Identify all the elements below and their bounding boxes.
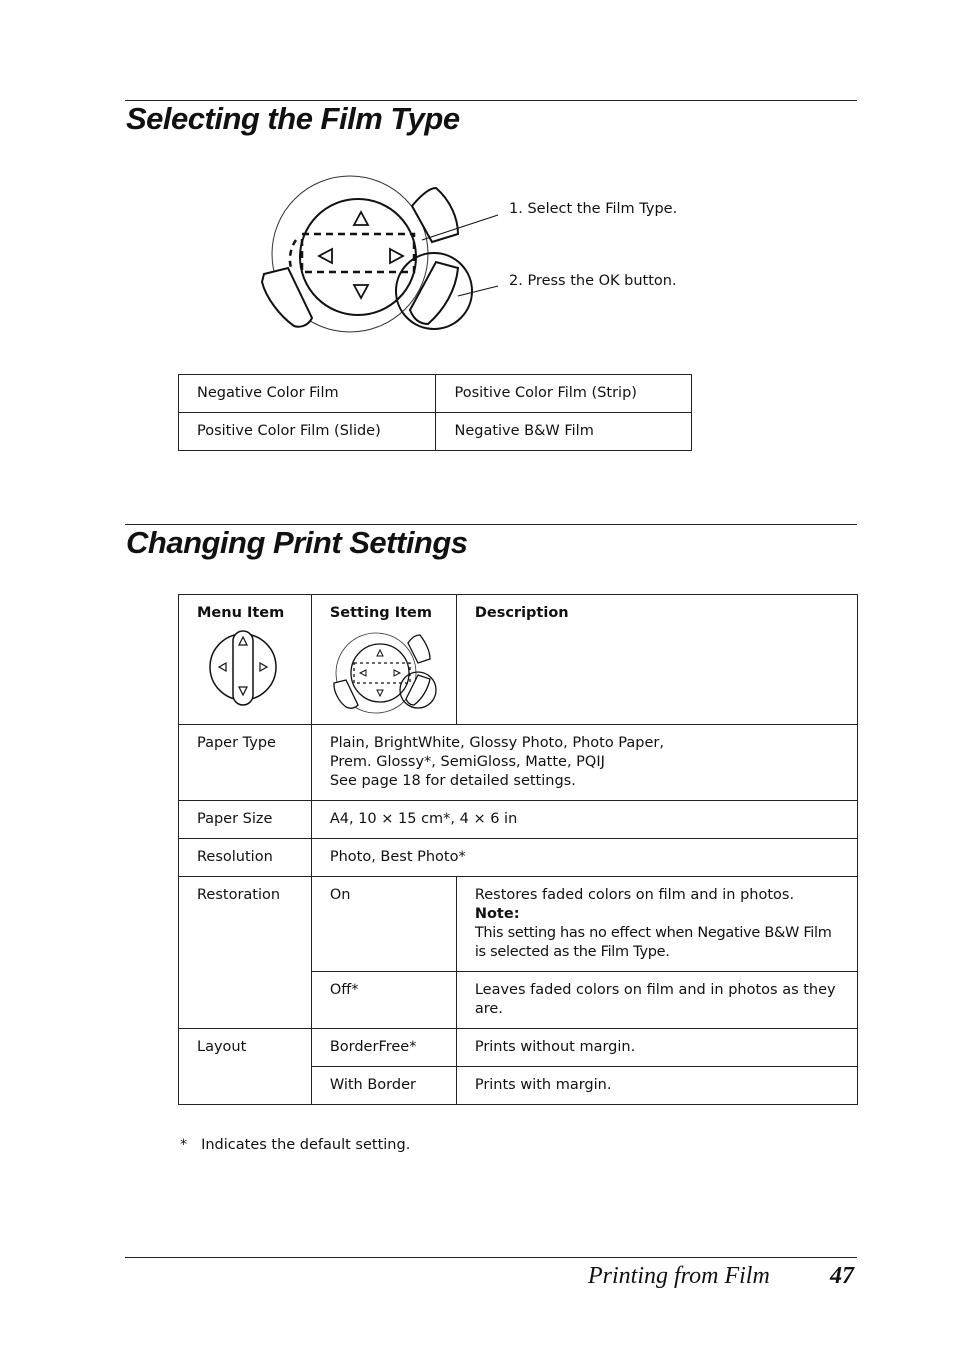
table-row <box>179 839 858 877</box>
setting-borderfree: BorderFree* <box>311 1029 456 1067</box>
control-panel-diagram <box>250 170 730 350</box>
note-label: Note: <box>474 906 520 922</box>
print-settings-table <box>178 594 858 1105</box>
menu-layout: Layout <box>179 1029 312 1105</box>
with-border-description: Prints with margin. <box>456 1067 857 1105</box>
table-row <box>179 375 692 413</box>
table-row <box>179 801 858 839</box>
setting-dial-icon <box>326 623 438 715</box>
footer-rule <box>125 1257 857 1258</box>
menu-restoration: Restoration <box>179 877 312 1029</box>
table-cell: Positive Color Film (Strip) <box>436 375 692 413</box>
menu-dial-icon <box>209 625 281 709</box>
callout-line-2 <box>458 286 498 296</box>
menu-resolution: Resolution <box>179 839 312 877</box>
table-cell: Negative Color Film <box>179 375 436 413</box>
table-header-row <box>179 595 858 725</box>
restoration-on-description <box>456 877 857 972</box>
section-title-print-settings: Changing Print Settings <box>126 525 468 560</box>
header-description <box>456 595 857 725</box>
text-line: See page 18 for detailed settings. <box>329 773 576 789</box>
header-label: Description <box>474 605 569 621</box>
setting-off: Off* <box>311 972 456 1029</box>
menu-paper-size: Paper Size <box>179 801 312 839</box>
table-row <box>179 413 692 451</box>
section-title-film-type: Selecting the Film Type <box>126 101 460 136</box>
paper-type-values <box>311 725 857 801</box>
resolution-values: Photo, Best Photo* <box>311 839 857 877</box>
dashed-arc-left <box>290 240 296 270</box>
table-row <box>179 1029 858 1067</box>
table-row <box>179 877 858 972</box>
table-cell: Positive Color Film (Slide) <box>179 413 436 451</box>
footer-chapter-title: Printing from Film <box>588 1263 770 1289</box>
film-type-table <box>178 374 692 451</box>
table-row <box>179 725 858 801</box>
paper-size-values: A4, 10 × 15 cm*, 4 × 6 in <box>311 801 857 839</box>
setting-with-border: With Border <box>311 1067 456 1105</box>
top-right-button-shape <box>412 188 458 242</box>
table-cell: Negative B&W Film <box>436 413 692 451</box>
restoration-off-description: Leaves faded colors on film and in photos as they are. <box>456 972 857 1029</box>
menu-paper-type: Paper Type <box>179 725 312 801</box>
text-line: Plain, BrightWhite, Glossy Photo, Photo Paper, <box>329 735 664 751</box>
borderfree-description: Prints without margin. <box>456 1029 857 1067</box>
header-label: Menu Item <box>197 605 285 621</box>
callout-select-film-type: 1. Select the Film Type. <box>509 201 678 217</box>
text-line: Restores faded colors on film and in photos. <box>474 887 795 903</box>
note-text: This setting has no effect when Negative B&W Film is selected as the Film Type. <box>474 925 832 960</box>
header-label: Setting Item <box>329 605 432 621</box>
callout-press-ok: 2. Press the OK button. <box>509 273 677 289</box>
text-line: Prem. Glossy*, SemiGloss, Matte, PQIJ <box>329 754 605 770</box>
footnote-default-setting: * Indicates the default setting. <box>180 1137 411 1153</box>
header-menu-item <box>179 595 312 725</box>
header-setting-item <box>311 595 456 725</box>
setting-on: On <box>311 877 456 972</box>
footer-page-number: 47 <box>830 1263 854 1289</box>
